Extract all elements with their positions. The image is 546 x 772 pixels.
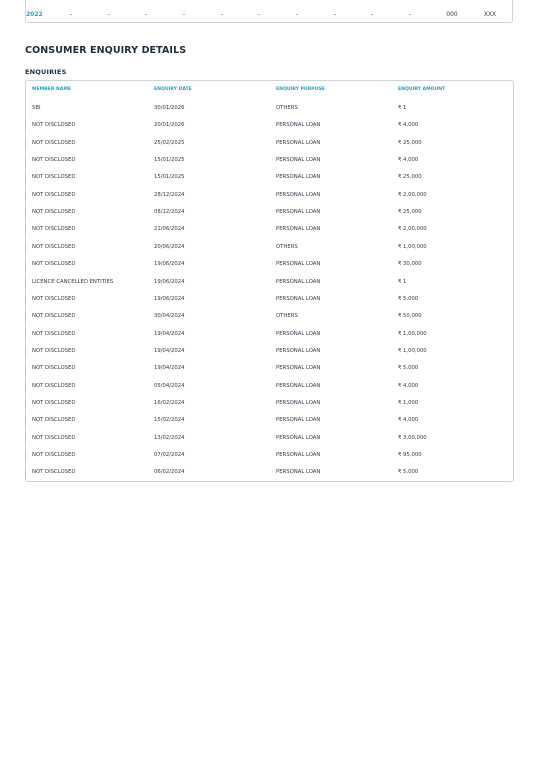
previous-year-cell: 2022 bbox=[26, 11, 43, 18]
enquiry-purpose-cell: PERSONAL LOAN bbox=[276, 452, 321, 458]
enquiry-date-cell: 05/04/2024 bbox=[154, 382, 185, 389]
row-divider bbox=[25, 416, 26, 426]
enquiry-purpose-cell: PERSONAL LOAN bbox=[276, 122, 321, 129]
enquiry-amount-cell: ₹ 1 bbox=[398, 278, 407, 285]
enquiry-date-cell: 15/01/2025 bbox=[154, 174, 185, 181]
enquiry-date-cell: 19/04/2024 bbox=[154, 365, 185, 372]
enquiry-date-cell: 19/04/2024 bbox=[154, 347, 185, 354]
member-name-cell: NOT DISCLOSED bbox=[32, 226, 76, 233]
enquiry-amount-cell: ₹ 2,00,000 bbox=[398, 226, 427, 233]
table-row bbox=[26, 414, 513, 426]
enquiry-date-cell: 28/12/2024 bbox=[154, 191, 185, 198]
enquiry-date-cell: 19/06/2024 bbox=[154, 278, 185, 285]
enquiry-date-cell: 16/02/2024 bbox=[154, 399, 185, 406]
enquiry-date-cell: 25/02/2025 bbox=[154, 139, 185, 146]
row-divider bbox=[25, 364, 26, 374]
row-divider bbox=[25, 347, 26, 357]
previous-table-cell: - bbox=[333, 11, 337, 18]
table-row bbox=[26, 102, 513, 114]
enquiry-amount-cell: ₹ 5,000 bbox=[398, 295, 419, 302]
enquiries-title: ENQUIRIES bbox=[25, 68, 67, 76]
enquiry-date-cell: 20/01/2026 bbox=[154, 122, 185, 129]
table-row bbox=[26, 293, 513, 305]
enquiry-amount-cell: ₹ 4,000 bbox=[398, 122, 419, 129]
member-name-cell: NOT DISCLOSED bbox=[32, 469, 76, 476]
header-member-name: MEMBER NAME bbox=[32, 87, 72, 92]
previous-table-cell: - bbox=[220, 11, 224, 18]
row-divider bbox=[25, 451, 26, 461]
member-name-cell: NOT DISCLOSED bbox=[32, 347, 76, 354]
member-name-cell: NOT DISCLOSED bbox=[32, 243, 76, 250]
row-divider bbox=[25, 191, 26, 201]
member-name-cell: NOT DISCLOSED bbox=[32, 382, 76, 389]
header-enquiry-date: ENQUIRY DATE bbox=[154, 87, 192, 92]
table-row bbox=[26, 119, 513, 131]
enquiry-date-cell: 20/06/2024 bbox=[154, 243, 185, 250]
previous-table-cell: - bbox=[257, 11, 261, 18]
previous-table-cell: - bbox=[370, 11, 374, 18]
enquiry-purpose-cell: PERSONAL LOAN bbox=[276, 191, 321, 198]
member-name-cell: NOT DISCLOSED bbox=[32, 209, 76, 216]
enquiry-purpose-cell: PERSONAL LOAN bbox=[276, 382, 321, 389]
enquiry-date-cell: 19/06/2024 bbox=[154, 261, 185, 268]
enquiries-table bbox=[25, 80, 514, 482]
previous-table-cell: - bbox=[107, 11, 111, 18]
table-row bbox=[26, 432, 513, 444]
enquiry-amount-cell: ₹ 50,000 bbox=[398, 313, 422, 320]
member-name-cell: NOT DISCLOSED bbox=[32, 157, 76, 164]
member-name-cell: SBI bbox=[32, 105, 41, 111]
table-row bbox=[26, 345, 513, 357]
enquiry-purpose-cell: PERSONAL LOAN bbox=[276, 261, 321, 268]
enquiry-date-cell: 13/02/2024 bbox=[154, 434, 185, 441]
member-name-cell: NOT DISCLOSED bbox=[32, 191, 76, 198]
member-name-cell: NOT DISCLOSED bbox=[32, 365, 76, 372]
enquiry-amount-cell: ₹ 25,000 bbox=[398, 139, 422, 146]
enquiry-amount-cell: ₹ 1 bbox=[398, 105, 407, 111]
enquiry-purpose-cell: OTHERS bbox=[276, 105, 298, 111]
table-row bbox=[26, 137, 513, 149]
member-name-cell: NOT DISCLOSED bbox=[32, 452, 76, 458]
member-name-cell: NOT DISCLOSED bbox=[32, 261, 76, 268]
enquiry-amount-cell: ₹ 1,00,000 bbox=[398, 243, 427, 250]
row-divider bbox=[25, 312, 26, 322]
enquiry-purpose-cell: PERSONAL LOAN bbox=[276, 399, 321, 406]
enquiry-purpose-cell: OTHERS bbox=[276, 313, 298, 320]
table-header bbox=[26, 84, 513, 96]
enquiry-date-cell: 07/02/2024 bbox=[154, 452, 185, 458]
member-name-cell: NOT DISCLOSED bbox=[32, 122, 76, 129]
table-row bbox=[26, 397, 513, 409]
table-row bbox=[26, 328, 513, 340]
table-row bbox=[26, 206, 513, 218]
section-title: CONSUMER ENQUIRY DETAILS bbox=[25, 45, 187, 56]
enquiry-date-cell: 19/04/2024 bbox=[154, 330, 185, 337]
row-divider bbox=[25, 243, 26, 253]
enquiry-date-cell: 15/02/2024 bbox=[154, 417, 185, 424]
member-name-cell: NOT DISCLOSED bbox=[32, 330, 76, 337]
enquiry-date-cell: 06/02/2024 bbox=[154, 469, 185, 476]
enquiry-amount-cell: ₹ 4,000 bbox=[398, 417, 419, 424]
row-divider bbox=[25, 434, 26, 444]
table-row bbox=[26, 154, 513, 166]
enquiry-date-cell: 15/01/2025 bbox=[154, 157, 185, 164]
table-row bbox=[26, 466, 513, 478]
enquiry-purpose-cell: PERSONAL LOAN bbox=[276, 157, 321, 164]
member-name-cell: NOT DISCLOSED bbox=[32, 313, 76, 320]
enquiry-date-cell: 21/06/2024 bbox=[154, 226, 185, 233]
previous-table-cell: 000 bbox=[446, 11, 458, 18]
row-divider bbox=[25, 156, 26, 166]
enquiry-date-cell: 08/12/2024 bbox=[154, 209, 185, 216]
table-row bbox=[26, 189, 513, 201]
enquiry-purpose-cell: PERSONAL LOAN bbox=[276, 417, 321, 424]
table-row bbox=[26, 171, 513, 183]
enquiry-purpose-cell: PERSONAL LOAN bbox=[276, 226, 321, 233]
row-divider bbox=[25, 208, 26, 218]
row-divider bbox=[25, 399, 26, 409]
enquiry-date-cell: 30/01/2026 bbox=[154, 105, 185, 111]
enquiry-purpose-cell: PERSONAL LOAN bbox=[276, 330, 321, 337]
enquiry-amount-cell: ₹ 30,000 bbox=[398, 261, 422, 268]
row-divider bbox=[25, 121, 26, 131]
enquiry-amount-cell: ₹ 1,00,000 bbox=[398, 330, 427, 337]
member-name-cell: NOT DISCLOSED bbox=[32, 174, 76, 181]
enquiry-purpose-cell: PERSONAL LOAN bbox=[276, 278, 321, 285]
previous-table-cell: - bbox=[295, 11, 299, 18]
table-row bbox=[26, 241, 513, 253]
table-row bbox=[26, 276, 513, 288]
enquiry-amount-cell: ₹ 4,000 bbox=[398, 382, 419, 389]
table-row bbox=[26, 449, 513, 461]
member-name-cell: NOT DISCLOSED bbox=[32, 417, 76, 424]
table-row bbox=[26, 362, 513, 374]
row-divider bbox=[25, 382, 26, 392]
member-name-cell: NOT DISCLOSED bbox=[32, 139, 76, 146]
header-enquiry-purpose: ENQUIRY PURPOSE bbox=[276, 87, 325, 92]
row-divider bbox=[25, 173, 26, 183]
enquiry-amount-cell: ₹ 25,000 bbox=[398, 174, 422, 181]
row-divider bbox=[25, 260, 26, 270]
enquiry-amount-cell: ₹ 3,00,000 bbox=[398, 434, 427, 441]
enquiry-amount-cell: ₹ 1,00,000 bbox=[398, 347, 427, 354]
row-divider bbox=[25, 330, 26, 340]
enquiry-purpose-cell: PERSONAL LOAN bbox=[276, 469, 321, 476]
enquiry-amount-cell: ₹ 25,000 bbox=[398, 209, 422, 216]
previous-table-cell: - bbox=[408, 11, 412, 18]
row-divider bbox=[25, 278, 26, 288]
enquiry-amount-cell: ₹ 5,000 bbox=[398, 469, 419, 476]
table-row bbox=[26, 310, 513, 322]
enquiry-purpose-cell: PERSONAL LOAN bbox=[276, 139, 321, 146]
enquiry-date-cell: 19/06/2024 bbox=[154, 295, 185, 302]
previous-table-cell: - bbox=[182, 11, 186, 18]
enquiry-amount-cell: ₹ 95,000 bbox=[398, 452, 422, 458]
row-divider bbox=[25, 139, 26, 149]
enquiry-date-cell: 30/04/2024 bbox=[154, 313, 185, 320]
table-row bbox=[26, 258, 513, 270]
member-name-cell: NOT DISCLOSED bbox=[32, 295, 76, 302]
enquiry-amount-cell: ₹ 4,000 bbox=[398, 157, 419, 164]
enquiry-purpose-cell: OTHERS bbox=[276, 243, 298, 250]
previous-table-cell: - bbox=[144, 11, 148, 18]
table-row bbox=[26, 380, 513, 392]
row-divider bbox=[25, 468, 26, 478]
enquiry-purpose-cell: PERSONAL LOAN bbox=[276, 347, 321, 354]
row-divider bbox=[25, 225, 26, 235]
enquiry-purpose-cell: PERSONAL LOAN bbox=[276, 434, 321, 441]
member-name-cell: LICENCE CANCELLED ENTITIES bbox=[32, 278, 114, 285]
member-name-cell: NOT DISCLOSED bbox=[32, 399, 76, 406]
row-divider bbox=[25, 295, 26, 305]
member-name-cell: NOT DISCLOSED bbox=[32, 434, 76, 441]
enquiry-purpose-cell: PERSONAL LOAN bbox=[276, 209, 321, 216]
enquiry-purpose-cell: PERSONAL LOAN bbox=[276, 295, 321, 302]
enquiry-purpose-cell: PERSONAL LOAN bbox=[276, 174, 321, 181]
previous-table-fragment bbox=[25, 0, 513, 23]
previous-table-cell: - bbox=[69, 11, 73, 18]
table-row bbox=[26, 223, 513, 235]
enquiry-purpose-cell: PERSONAL LOAN bbox=[276, 365, 321, 372]
header-enquiry-amount: ENQUIRY AMOUNT bbox=[398, 87, 446, 92]
enquiry-amount-cell: ₹ 1,000 bbox=[398, 399, 419, 406]
enquiry-amount-cell: ₹ 5,000 bbox=[398, 365, 419, 372]
enquiry-amount-cell: ₹ 2,00,000 bbox=[398, 191, 427, 198]
previous-table-cell: XXX bbox=[483, 11, 497, 18]
